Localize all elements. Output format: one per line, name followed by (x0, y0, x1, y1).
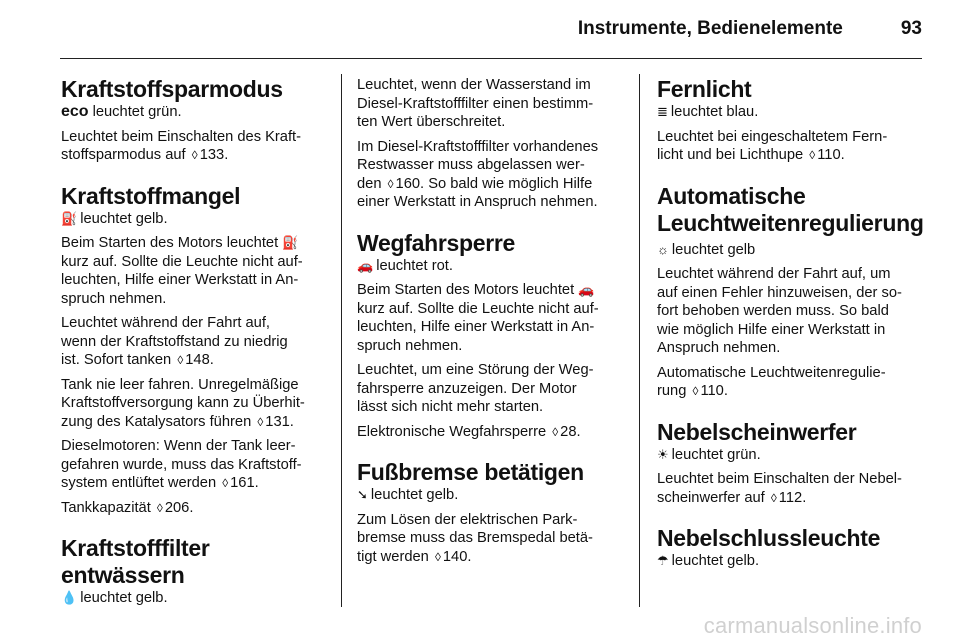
reference-arrow-icon: ◊ (387, 176, 394, 191)
page-ref[interactable]: 206. (164, 499, 194, 516)
heading-fussbremse: Fußbremse betätigen (357, 459, 584, 485)
heading-kraftstoffmangel: Kraftstoffmangel (61, 182, 241, 209)
status-line: 💧 leuchtet gelb. (61, 590, 168, 606)
page-ref[interactable]: 148. (185, 352, 214, 368)
page-ref[interactable]: 112. (778, 489, 807, 506)
reference-arrow-icon: ◊ (222, 476, 229, 490)
heading-leuchtweitenregulierung: Automatische Leuchtweitenregulierung (657, 182, 924, 236)
column-1 (61, 76, 327, 608)
reference-arrow-icon: ◊ (257, 414, 264, 429)
status-line: ☂ leuchtet gelb. (657, 553, 760, 569)
page-ref[interactable]: 28. (560, 423, 581, 440)
status-line: ≣ leuchtet blau. (657, 104, 759, 120)
paragraph: Leuchtet bei eingeschaltetem Fern- licht und bei Lichthupe ◊ 110. (657, 128, 888, 163)
reference-arrow-icon: ◊ (552, 424, 559, 439)
reference-arrow-icon: ◊ (156, 500, 163, 515)
heading-kraftstofffilter: Kraftstofffilter entwässern (61, 535, 210, 588)
paragraph: Dieselmotoren: Wenn der Tank leer- gefahren wurde, muss das Kraftstoff- system entlüftet werden ◊ 161. (61, 438, 302, 491)
paragraph: Tank nie leer fahren. Unregelmäßige Kraftstoffversorgung kann zu Überhit- zung des Katalysators führen ◊ 131. (61, 376, 305, 430)
status-line: ☀ leuchtet grün. (657, 446, 761, 463)
watermark-band (0, 607, 960, 642)
paragraph: Leuchtet, um eine Störung der Weg- fahrsperre anzuzeigen. Der Motor lässt sich nicht mehr starten. (357, 362, 594, 415)
headlight-range-icon: ☼ (657, 241, 669, 257)
reference-arrow-icon: ◊ (177, 353, 184, 367)
paragraph: Leuchtet, wenn der Wasserstand im Diesel-Kraftstofffilter einen bestimm- ten Wert überschreitet. (357, 77, 594, 130)
paragraph: Leuchtet während der Fahrt auf, um auf einen Fehler hinzuweisen, der so- fort behoben werden muss. So bald wie möglich Hilfe einer Werkstatt in Anspruch nehmen. (657, 266, 902, 356)
page-number: 93 (900, 18, 922, 39)
page-ref[interactable]: 131. (265, 413, 294, 430)
page-ref[interactable]: 161. (230, 475, 259, 491)
reference-arrow-icon: ◊ (770, 490, 777, 505)
status-line: ➘ leuchtet gelb. (357, 487, 459, 503)
header-title: Instrumente, Bedienelemente (577, 18, 843, 39)
page-ref[interactable]: 140. (442, 548, 472, 565)
heading-nebelscheinwerfer: Nebelscheinwerfer (657, 418, 857, 445)
heading-nebelschlussleuchte: Nebelschlussleuchte (657, 525, 881, 551)
paragraph: Leuchtet beim Einschalten der Nebel- scheinwerfer auf ◊ 112. (657, 471, 902, 506)
rear-fog-light-icon: ☂ (657, 553, 669, 568)
heading-fernlicht: Fernlicht (657, 76, 752, 102)
immobilizer-icon: 🚗 (357, 257, 374, 273)
page-ref[interactable]: 110. (700, 383, 728, 399)
status-line: 🚗 leuchtet rot. (357, 257, 453, 274)
paragraph: Leuchtet während der Fahrt auf, wenn der Kraftstoffstand zu niedrig ist. Sofort tanken ◊ 148. (61, 315, 288, 368)
page-ref[interactable]: 160. So bald wie möglich Hilfe (395, 175, 593, 192)
column-divider-1 (341, 74, 342, 607)
reference-arrow-icon: ◊ (809, 148, 816, 162)
fuel-pump-icon: ⛽ (61, 210, 78, 226)
immobilizer-icon: 🚗 (578, 282, 595, 297)
eco-icon: eco (61, 103, 89, 120)
paragraph: Tankkapazität ◊ 206. (61, 499, 194, 516)
page-ref[interactable]: 110. (817, 147, 845, 163)
column-divider-2 (639, 74, 640, 607)
reference-arrow-icon: ◊ (191, 148, 198, 162)
status-line: ☼ leuchtet gelb (657, 241, 756, 258)
high-beam-icon: ≣ (657, 104, 668, 119)
paragraph: Beim Starten des Motors leuchtet 🚗 kurz auf. Sollte die Leuchte nicht auf- leuchten, Hilfe einer Werkstatt in An- spruch nehmen. (357, 282, 599, 354)
brake-pedal-icon: ➘ (357, 487, 368, 502)
column-2 (357, 76, 623, 566)
status-line: eco leuchtet grün. (61, 103, 182, 120)
paragraph: Elektronische Wegfahrsperre ◊ 28. (357, 423, 581, 440)
header-rule (60, 58, 922, 59)
reference-arrow-icon: ◊ (692, 384, 699, 398)
paragraph: Leuchtet beim Einschalten des Kraft- stoffsparmodus auf ◊ 133. (61, 128, 302, 163)
watermark-text: carmanualsonline.info (703, 613, 922, 638)
fog-light-icon: ☀ (657, 446, 669, 462)
page-ref[interactable]: 133. (199, 147, 229, 163)
paragraph: Im Diesel-Kraftstofffilter vorhandenes Restwasser muss abgelassen wer- den ◊ 160. So bald wie möglich Hilfe einer Werkstatt in Anspruch nehmen. (357, 138, 599, 210)
paragraph: Zum Lösen der elektrischen Park- bremse muss das Bremspedal betä- tigt werden ◊ 140. (357, 511, 593, 565)
fuel-pump-icon: ⛽ (282, 235, 299, 250)
reference-arrow-icon: ◊ (434, 549, 441, 564)
status-line: ⛽ leuchtet gelb. (61, 210, 168, 227)
water-drop-icon: 💧 (61, 590, 78, 605)
heading-wegfahrsperre: Wegfahrsperre (357, 229, 516, 256)
column-3 (657, 76, 925, 571)
heading-kraftstoffsparmodus: Kraftstoffsparmodus (61, 76, 283, 102)
page-header (0, 18, 922, 40)
paragraph: Beim Starten des Motors leuchtet ⛽ kurz auf. Sollte die Leuchte nicht auf- leuchten, Hilfe einer Werkstatt in An- spruch nehmen. (61, 235, 303, 307)
paragraph: Automatische Leuchtweitenregulie- rung ◊ 110. (657, 364, 886, 399)
